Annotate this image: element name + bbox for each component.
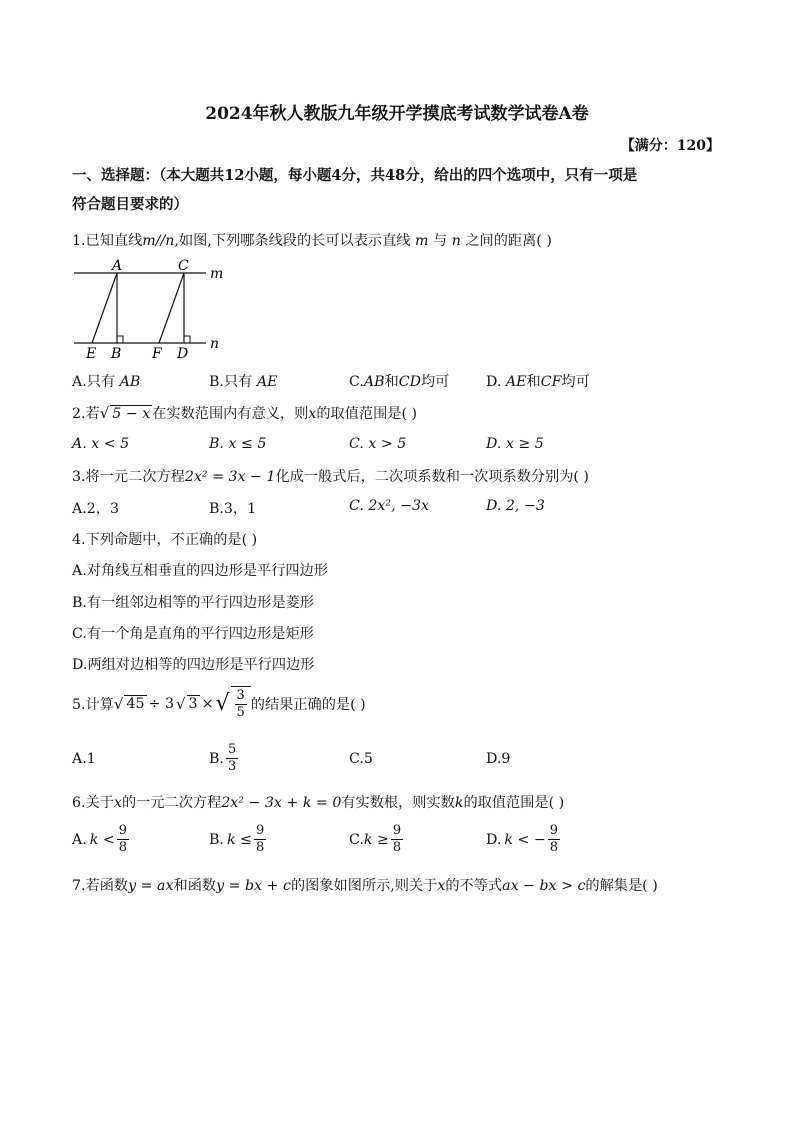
q6-option-c[interactable]: C. k ≥ $\frac{9}{8}$ [349, 823, 402, 855]
q1-var-mn: m//n [142, 233, 175, 249]
q3-equation: 2x² = 3x − 1 [184, 469, 276, 485]
q5-option-c[interactable]: C.5 [349, 751, 373, 767]
q3-option-b[interactable]: B.3，1 [209, 501, 257, 517]
q7-function-2: y = bx + c [216, 878, 291, 894]
label-n: n [210, 336, 220, 352]
q5-sqrt-45: 45 [126, 696, 145, 712]
q2-option-c[interactable]: C. x > 5 [349, 436, 407, 452]
question-2-stem: 2.若√ 5 − x 在实数范围内有意义，则x的取值范围是( ) [72, 404, 418, 422]
q2-option-b[interactable]: B. x ≤ 5 [209, 436, 267, 452]
q4-option-a[interactable]: A.对角线互相垂直的四边形是平行四边形 [72, 563, 328, 579]
q1-option-d[interactable]: D. AE和CF均可 [486, 374, 590, 390]
q1-var-n: n [451, 233, 461, 249]
segment-AE [92, 273, 117, 343]
section-heading [72, 161, 722, 219]
question-3-stem: 3.将一元二次方程2x² = 3x − 1化成一般式后，二次项系数和一次项系数分别为( ) [72, 469, 589, 485]
q1-var-m: m [415, 233, 429, 249]
q5-option-d[interactable]: D.9 [486, 751, 511, 767]
full-score-label: 【满分：120】 [620, 138, 720, 154]
q4-option-d[interactable]: D.两组对边相等的四边形是平行四边形 [72, 657, 315, 673]
q3-option-a[interactable]: A.2，3 [72, 501, 119, 517]
label-E: E [86, 346, 97, 360]
q2-option-d[interactable]: D. x ≥ 5 [486, 436, 544, 452]
q3-option-c[interactable]: C. 2x², −3x [349, 498, 430, 514]
q6-option-b[interactable]: B. k ≤ $\frac{9}{8}$ [209, 823, 265, 855]
q7-inequality: ax − bx > c [502, 878, 586, 894]
q4-option-b[interactable]: B.有一组邻边相等的平行四边形是菱形 [72, 595, 314, 611]
question-4-stem: 4.下列命题中，不正确的是( ) [72, 532, 258, 548]
right-angle-mark-B [117, 336, 123, 343]
label-B: B [111, 346, 122, 360]
q1-option-b[interactable]: B.只有 AE [209, 374, 278, 390]
q7-function-1: y = ax [128, 878, 174, 894]
question-1-stem [72, 230, 552, 250]
question-7-stem: 7.若函数y = ax和函数y = bx + c的图象如图所示,则关于x的不等式ax − bx > c的解集是( ) [72, 878, 658, 894]
page-title: 2024年秋人教版九年级开学摸底考试数学试卷A卷 [205, 104, 589, 124]
q1-text-a: 1.已知直线 [72, 233, 143, 249]
section-heading-line2: 符合题目要求的） [72, 196, 188, 213]
q6-option-d[interactable]: D. k < − $\frac{9}{8}$ [486, 823, 559, 855]
section-heading-line1: 一、选择题：（本大题共12小题，每小题4分，共48分，给出的四个选项中，只有一项是 [72, 167, 638, 184]
q1-option-a[interactable]: A.只有 AB [72, 374, 141, 390]
label-m: m [210, 266, 224, 282]
label-F: F [152, 346, 162, 360]
q1-text-c: 与 [432, 233, 448, 249]
q5-sqrt-3: 3 [188, 696, 198, 712]
label-C: C [178, 258, 189, 274]
q5-fraction-3-5: $\frac{3}{5}$ [236, 688, 245, 720]
q2-radicand: 5 − x [112, 406, 151, 422]
question-6-stem: 6.关于x的一元二次方程2x² − 3x + k = 0有实数根，则实数k的取值范围是( ) [72, 795, 565, 811]
q3-option-d[interactable]: D. 2, −3 [486, 498, 545, 514]
label-D: D [177, 346, 189, 360]
label-A: A [112, 258, 123, 274]
q1-option-c[interactable]: C.AB和CD均可 [349, 374, 450, 390]
question-5-stem: 5.计算 √ 45 ÷ 3 √ 3 × √ $\frac{3}{5}$ 的结果正确的是( ) [72, 688, 366, 720]
q5-option-a[interactable]: A.1 [72, 751, 96, 767]
q1-text-b: ,如图,下列哪条线段的长可以表示直线 [174, 233, 411, 249]
right-angle-mark-D [184, 336, 190, 343]
segment-CF [159, 273, 184, 343]
q6-equation: 2x² − 3x + k = 0 [221, 795, 342, 811]
q6-option-a[interactable]: A. k < $\frac{9}{8}$ [72, 823, 128, 855]
q1-text-d: 之间的距离( ) [465, 233, 552, 249]
q5-option-b[interactable]: B. $\frac{5}{3}$ [209, 742, 237, 774]
q1-parallel-lines-figure [70, 258, 230, 360]
q2-option-a[interactable]: A. x < 5 [72, 436, 130, 452]
q4-option-c[interactable]: C.有一个角是直角的平行四边形是矩形 [72, 626, 314, 642]
